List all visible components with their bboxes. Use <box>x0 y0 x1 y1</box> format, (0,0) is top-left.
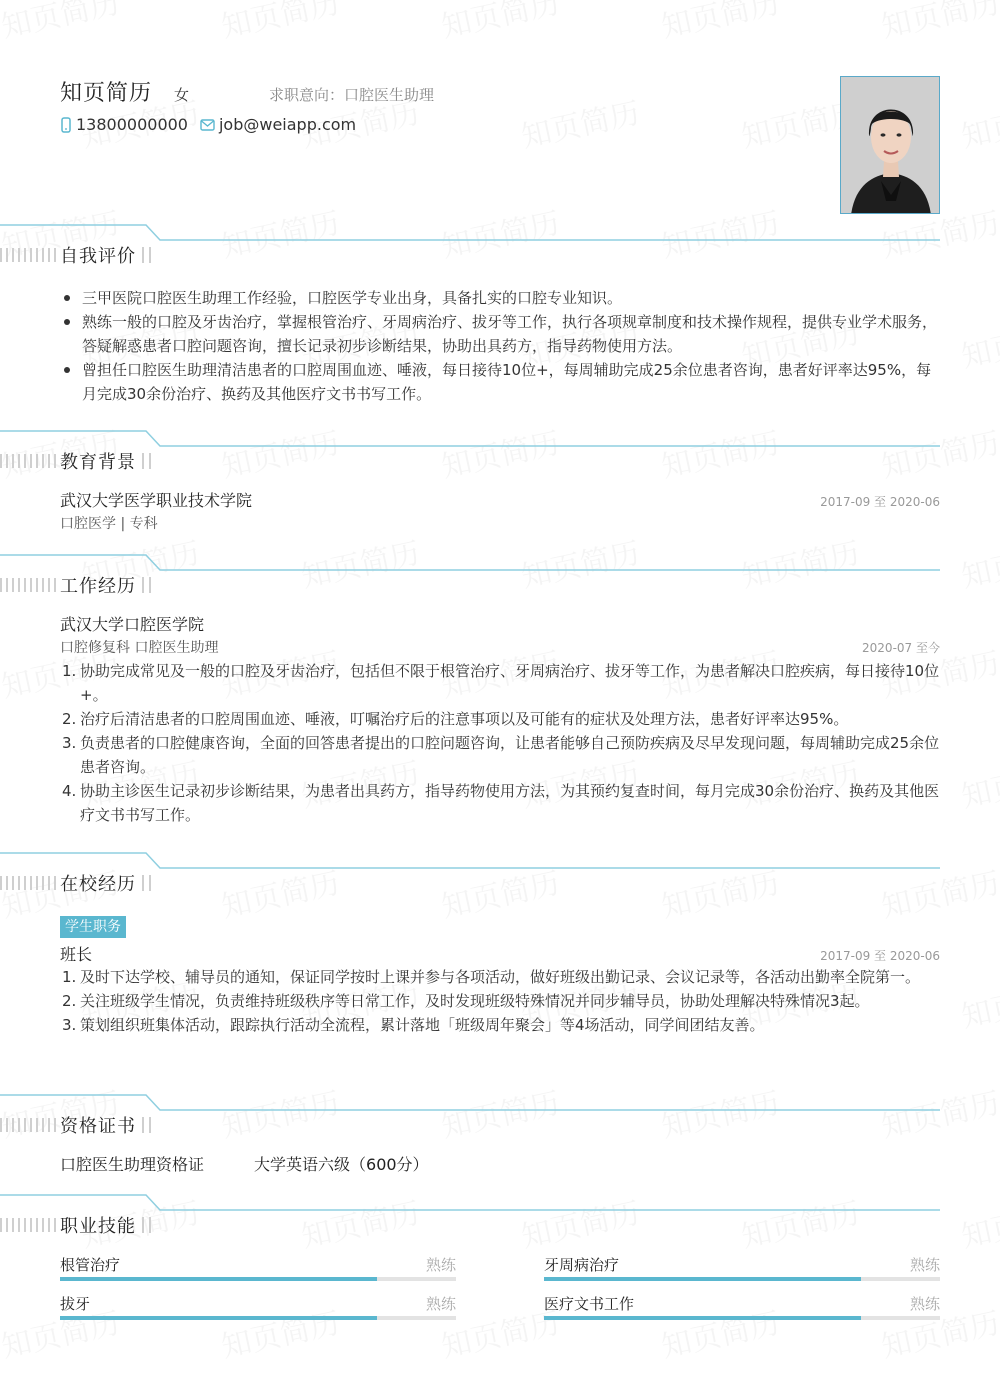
job-intent <box>269 84 434 105</box>
skill-bar-fill <box>544 1277 861 1281</box>
candidate-name: 知页简历 <box>60 81 153 106</box>
email-item <box>200 115 356 134</box>
section-bars-decor <box>0 1116 60 1134</box>
list-item: 4. 协助主诊医生记录初步诊断结果，为患者出具药方，指导药物使用方法，为其预约复查时间，每月完成30余份治疗、换药及其他医疗文书书写工作。 <box>62 782 940 824</box>
campus-content <box>60 916 940 1037</box>
list-item: 曾担任口腔医生助理清洁患者的口腔周围血迹、唾液，每日接待10位+，每周辅助完成25余位患者咨询，患者好评率达95%，每月完成30余份治疗、换药及其他医疗文书书写工作。 <box>60 358 940 406</box>
candidate-gender: 女 <box>174 86 190 104</box>
cert-item: 口腔医生助理资格证 <box>60 1155 205 1174</box>
section-title: 自我评价 <box>60 246 136 267</box>
section-tail-decor <box>142 453 156 469</box>
cert-item: 大学英语六级（600分） <box>254 1155 429 1174</box>
skill-item <box>60 1254 456 1281</box>
section-bars-decor <box>0 452 60 470</box>
work-content <box>60 612 940 827</box>
section-tail-decor <box>142 875 156 891</box>
section-tail-decor <box>142 247 156 263</box>
self-eval-content <box>60 286 940 406</box>
list-item: 3. 策划组织班集体活动，跟踪执行活动全流程，累计落地「班级周年聚会」等4场活动，同学间团结友善。 <box>62 1016 765 1034</box>
section-divider <box>0 552 940 572</box>
section-bars-decor <box>0 874 60 892</box>
education-date: 2017-09 至 2020-06 <box>820 495 940 509</box>
skill-bar <box>60 1316 456 1320</box>
education-major: 口腔医学 | 专科 <box>60 516 158 532</box>
section-tail-decor <box>142 577 156 593</box>
email-address: job@weiapp.com <box>218 115 357 134</box>
skill-bar <box>60 1277 456 1281</box>
section-divider <box>0 1192 940 1212</box>
list-item: 1. 协助完成常见及一般的口腔及牙齿治疗，包括但不限于根管治疗、牙周病治疗、拔牙等工作，为患者解决口腔疾病，每日接待10位+。 <box>62 662 940 704</box>
section-tail-decor <box>142 1217 156 1233</box>
list-item: 1. 及时下达学校、辅导员的通知，保证同学按时上课并参与各项活动，做好班级出勤记录、会议记录等，各活动出勤率全院第一。 <box>62 968 921 986</box>
section-divider <box>0 1092 940 1112</box>
section-title: 职业技能 <box>60 1216 136 1237</box>
list-item: 3. 负责患者的口腔健康咨询，全面的回答患者提出的口腔问题咨询，让患者能够自己预防疾病及尽早发现问题，每周辅助完成25余位患者咨询。 <box>62 734 940 776</box>
mail-icon <box>200 119 215 131</box>
contact-row <box>60 115 940 134</box>
skill-name: 拔牙 <box>60 1295 91 1313</box>
skill-name: 医疗文书工作 <box>544 1295 635 1313</box>
skill-bar-fill <box>60 1277 377 1281</box>
section-divider <box>0 222 940 242</box>
section-title: 资格证书 <box>60 1116 136 1137</box>
skill-level: 熟练 <box>425 1295 456 1313</box>
skills-content <box>60 1254 940 1320</box>
section-divider <box>0 850 940 870</box>
campus-date: 2017-09 至 2020-06 <box>820 949 940 963</box>
skill-item <box>60 1293 456 1320</box>
skill-bar-fill <box>60 1316 377 1320</box>
resume-header <box>60 76 940 216</box>
skill-bar <box>544 1277 940 1281</box>
job-intent-label: 求职意向： <box>269 86 345 104</box>
section-bars-decor <box>0 1216 60 1234</box>
section-divider <box>0 428 940 448</box>
phone-icon <box>60 117 72 133</box>
work-date: 2020-07 至今 <box>862 641 940 655</box>
company-name: 武汉大学口腔医学院 <box>60 615 205 634</box>
phone-item <box>60 115 188 134</box>
skill-bar-fill <box>544 1316 861 1320</box>
role-tag: 学生职务 <box>60 916 126 938</box>
skill-level: 熟练 <box>425 1256 456 1274</box>
education-content <box>60 488 940 535</box>
job-intent-value: 口腔医生助理 <box>344 86 435 104</box>
skill-name: 牙周病治疗 <box>544 1256 620 1274</box>
list-item: 三甲医院口腔医生助理工作经验，口腔医学专业出身，具备扎实的口腔专业知识。 <box>60 286 940 310</box>
list-item: 2. 关注班级学生情况，负责维持班级秩序等日常工作，及时发现班级特殊情况并同步辅导员，协助处理解决特殊情况3起。 <box>62 992 870 1010</box>
campus-position: 班长 <box>60 945 93 964</box>
skill-bar <box>544 1316 940 1320</box>
phone-number: 13800000000 <box>76 115 188 134</box>
skill-item <box>544 1254 940 1281</box>
section-bars-decor <box>0 246 60 264</box>
section-tail-decor <box>142 1117 156 1133</box>
skill-item <box>544 1293 940 1320</box>
section-bars-decor <box>0 576 60 594</box>
section-title: 教育背景 <box>60 452 136 473</box>
skill-name: 根管治疗 <box>60 1256 121 1274</box>
list-item: 2. 治疗后清洁患者的口腔周围血迹、唾液，叮嘱治疗后的注意事项以及可能有的症状及处理方法，患者好评率达95%。 <box>62 710 849 728</box>
school-name: 武汉大学医学职业技术学院 <box>60 491 253 510</box>
work-role: 口腔修复科 口腔医生助理 <box>60 640 219 656</box>
certs-content <box>60 1152 940 1175</box>
section-title: 工作经历 <box>60 576 136 597</box>
skill-level: 熟练 <box>909 1256 940 1274</box>
section-title: 在校经历 <box>60 874 136 895</box>
skill-level: 熟练 <box>909 1295 940 1313</box>
list-item: 熟练一般的口腔及牙齿治疗，掌握根管治疗、牙周病治疗、拔牙等工作，执行各项规章制度和技术操作规程，提供专业学术服务，答疑解惑患者口腔问题咨询，擅长记录初步诊断结果，协助出具药方，指导药物使用方法。 <box>60 310 940 358</box>
profile-photo <box>840 76 940 214</box>
